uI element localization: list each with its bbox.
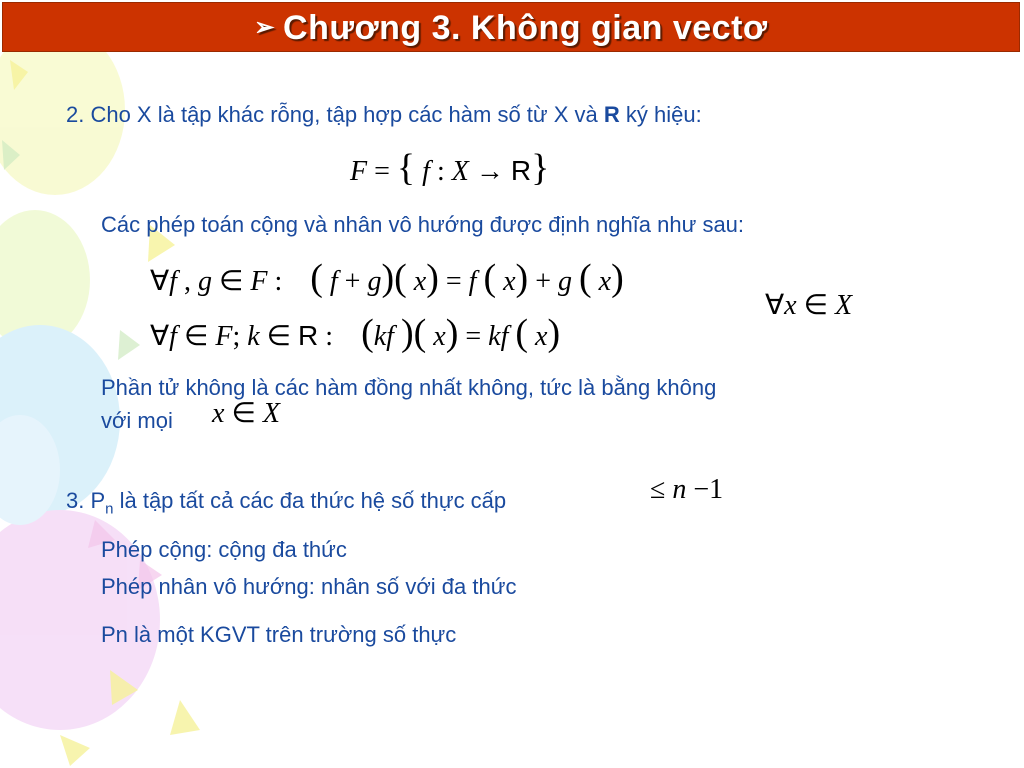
- bold-R: R: [603, 102, 620, 127]
- formula-forall-x: ∀x ∈ X: [765, 290, 853, 321]
- item2-intro-text-a: 2. Cho X là tập khác rỗng, tập hợp các hàm số từ X và: [66, 102, 604, 127]
- formula-degree-bound: ≤ n −1: [650, 474, 724, 505]
- zero-element-line1: Phần tử không là các hàm đồng nhất không, tức là bằng không: [101, 375, 717, 400]
- item3-subscript: n: [105, 500, 114, 518]
- item2-intro: [66, 102, 702, 128]
- formula-scalar-multiplication: ∀f ∈ F; k ∈ R : (kf )( x) = kf ( x): [150, 312, 561, 354]
- scalar-multiplication-description: Phép nhân vô hướng: nhân số với đa thức: [101, 574, 517, 599]
- operations-intro: Các phép toán cộng và nhân vô hướng được định nghĩa như sau:: [101, 212, 745, 237]
- formula-addition: ∀f , g ∈ F : ( f + g)( x) = f ( x) + g ( x): [150, 257, 624, 299]
- item3-rest: là tập tất cả các đa thức hệ số thực cấp: [113, 488, 507, 513]
- zero-element-line2: với mọi: [101, 408, 173, 433]
- formula-F-definition: F = { f : X → R}: [350, 147, 550, 189]
- title-bar: [2, 2, 1020, 52]
- title-text: Chương 3. Không gian vectơ: [283, 9, 768, 47]
- item3-intro: [66, 488, 506, 517]
- addition-description: Phép cộng: cộng đa thức: [101, 537, 347, 562]
- item2-intro-text-b: ký hiệu:: [619, 102, 702, 127]
- conclusion-line: Pn là một KGVT trên trường số thực: [101, 622, 457, 647]
- item3-prefix: 3. P: [66, 488, 106, 513]
- bullet-arrow-icon: ➢: [254, 14, 276, 41]
- formula-x-in-X: x ∈ X: [212, 398, 280, 429]
- slide-title: [3, 9, 1019, 48]
